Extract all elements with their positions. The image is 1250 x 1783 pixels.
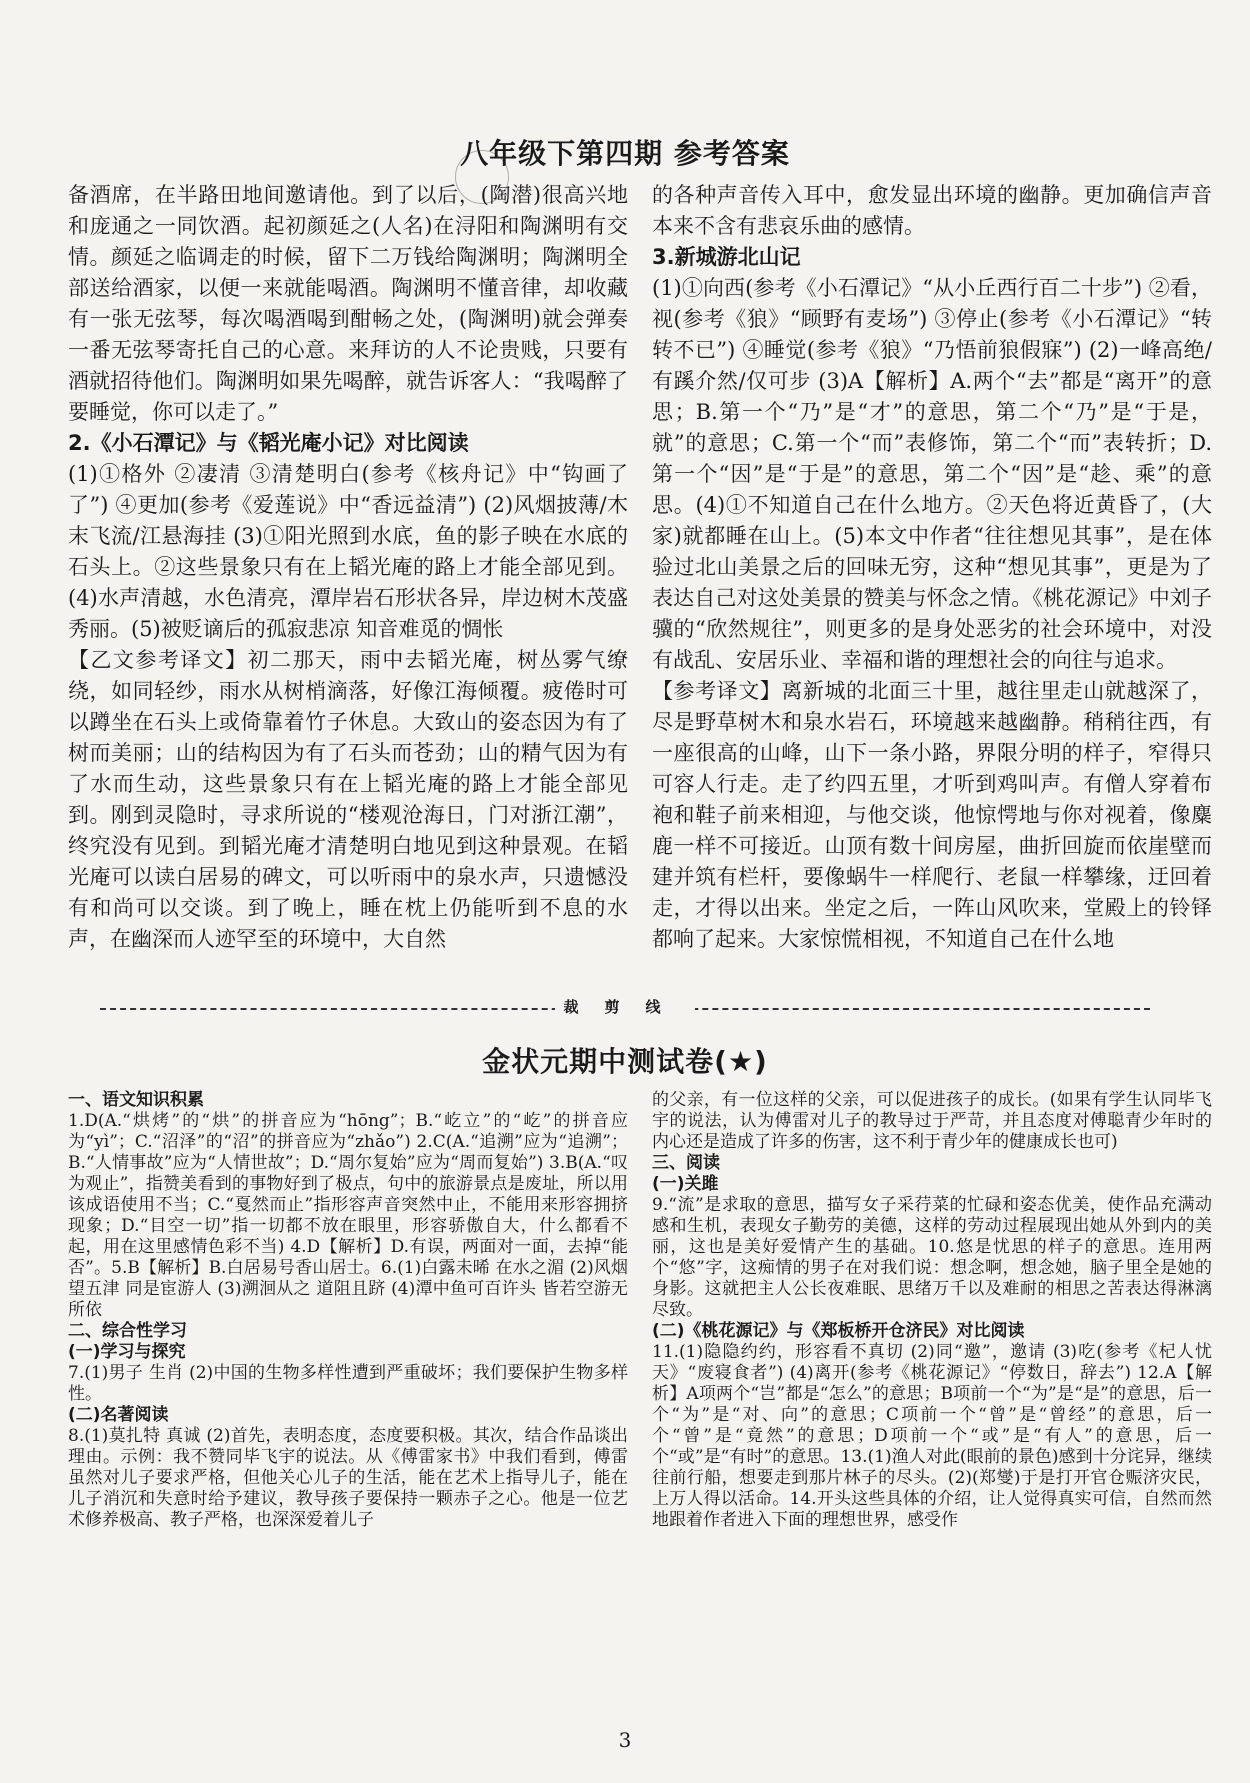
section-heading: 三、阅读 bbox=[652, 1153, 720, 1173]
paragraph: 7.(1)男子 生肖 (2)中国的生物多样性遭到严重破坏；我们要保护生物多样性。 bbox=[68, 1363, 628, 1404]
section-heading: (二)《桃花源记》与《郑板桥开仓济民》对比阅读 bbox=[652, 1321, 1025, 1341]
paragraph: 11.(1)隐隐约约，形容看不真切 (2)同“邀”，邀请 (3)吃(参考《杞人忧天》“废寝食者”) (4)离开(参考《桃花源记》“停数日，辞去”) 12.A【解析】A项两个“岂”都是“怎么”的意思；B项前一个“为”是“是”的意思，后一个“为”是“对、向”的意思；C项前一个“曾”是“曾经”的意思，后一个“曾”是“竟然”的意思；D项前一个“或”是“有人”的意思，后一个“或”是“有时”的意思。13.(1)渔人对此(眼前的景色)感到十分诧异，继续往前行船，想要走到那片林子的尽头。(2)(郑燮)于是打开官仓赈济灾民，上万人得以活命。14.开头这些具体的介绍，让人觉得真实可信，自然而然地跟着作者进入下面的理想世界，感受作 bbox=[652, 1342, 1212, 1530]
paragraph: 【乙文参考译文】初二那天，雨中去韬光庵，树丛雾气缭绕，如同轻纱，雨水从树梢滴落，好像江海倾覆。疲倦时可以蹲坐在石头上或倚靠着竹子休息。大致山的姿态因为有了树而美丽；山的结构因为有了石头而苍劲；山的精气因为有了水而生动，这些景象只有在上韬光庵的路上才能全部见到。刚到灵隐时，寻求所说的“楼观沧海日，门对浙江潮”，终究没有见到。到韬光庵才清楚明白地见到这种景观。在韬光庵可以读白居易的碑文，可以听雨中的泉水声，只遗憾没有和尚可以交谈。到了晚上，睡在枕上仍能听到不息的水声，在幽深而人迹罕至的环境中，大自然 bbox=[68, 648, 628, 951]
section-heading: (一)关雎 bbox=[652, 1174, 719, 1194]
section-heading: 一、语文知识积累 bbox=[68, 1090, 204, 1110]
page-number: 3 bbox=[618, 1728, 632, 1752]
section-heading: (一)学习与探究 bbox=[68, 1342, 186, 1362]
section-heading: 2.《小石潭记》与《韬光庵小记》对比阅读 bbox=[68, 431, 469, 455]
paragraph: 9.“流”是求取的意思，描写女子采荇菜的忙碌和姿态优美，使作品充满动感和生机，表现女子勤劳的美德，这样的劳动过程展现出她从外到内的美丽，这也是美好爱情产生的基础。10.悠是忧思的样子的意思。连用两个“悠”字，这痴情的男子在对我们说：想念啊，想念她，脑子里全是她的身影。这就把主人公长夜难眠、思绪万千以及难耐的相思之苦表达得淋漓尽致。 bbox=[652, 1195, 1212, 1320]
section-heading: 3.新城游北山记 bbox=[652, 245, 801, 269]
top-right-column bbox=[652, 180, 1212, 1000]
paragraph: 1.D(A.“烘烤”的“烘”的拼音应为“hōng”；B.“屹立”的“屹”的拼音应为“yì”；C.“沼泽”的“沼”的拼音应为“zhǎo”) 2.C(A.“追溯”应为“追溯”；B.“人情事故”应为“人情世故”；D.“周尔复始”应为“周而复始”) 3.B(A.“叹为观止”，指赞美看到的事物好到了极点，句中的旅游景点是废址，所以用该成语使用不当；C.“戛然而止”指形容声音突然中止，不能用来形容拥挤现象；D.“目空一切”指一切都不放在眼里，形容骄傲自大，什么都看不起，用在这里感情色彩不当) 4.D【解析】D.有误，两面对一面，去掉“能否”。5.B【解析】B.白居易号香山居士。6.(1)白露未晞 在水之湄 (2)风烟望五津 同是宦游人 (3)溯洄从之 道阻且跻 (4)潭中鱼可百许头 皆若空游无所依 bbox=[68, 1111, 628, 1320]
paragraph: 的各种声音传入耳中，愈发显出环境的幽静。更加确信声音本来不含有悲哀乐曲的感情。 bbox=[652, 183, 1212, 238]
paragraph: (1)①格外 ②凄清 ③清楚明白(参考《核舟记》中“钩画了了”) ④更加(参考《爱莲说》中“香远益清”) (2)风烟披薄/木末飞流/江悬海挂 (3)①阳光照到水底，鱼的影子映在水底的石头上。②这些景象只有在上韬光庵的路上才能全部见到。(4)水声清越，水色清亮，潭岸岩石形状各异，岸边树木茂盛秀丽。(5)被贬谪后的孤寂悲凉 知音难觅的惆怅 bbox=[68, 462, 628, 641]
paragraph: 8.(1)莫扎特 真诚 (2)首先，表明态度，态度要积极。其次，结合作品谈出理由。示例：我不赞同毕飞宇的说法。从《傅雷家书》中我们看到，傅雷虽然对儿子要求严格，但他关心儿子的生活，能在艺术上指导儿子，能在儿子消沉和失意时给予建议，教导孩子要保持一颗赤子之心。他是一位艺术修养极高、教子严格，也深深爱着儿子 bbox=[68, 1426, 628, 1530]
paragraph: (1)①向西(参考《小石潭记》“从小丘西行百二十步”) ②看，视(参考《狼》“顾野有麦场”) ③停止(参考《小石潭记》“转转不已”) ④睡觉(参考《狼》“乃悟前狼假寐”) (2)一峰高绝/有蹊介然/仅可步 (3)A【解析】A.两个“去”都是“离开”的意思；B.第一个“乃”是“才”的意思，第二个“乃”是“于是，就”的意思；C.第一个“而”表修饰，第二个“而”表转折；D.第一个“因”是“于是”的意思，第二个“因”是“趁、乘”的意思。(4)①不知道自己在什么地方。②天色将近黄昏了，(大家)就都睡在山上。(5)本文中作者“往往想见其事”，是在体验过北山美景之后的回味无穷，这种“想见其事”，更是为了表达自己对这处美景的赞美与怀念之情。《桃花源记》中刘子骥的“欣然规往”，则更多的是身处恶劣的社会环境中，对没有战乱、安居乐业、幸福和谐的理想社会的向往与追求。 bbox=[652, 276, 1212, 672]
top-left-column bbox=[68, 180, 628, 1000]
paragraph: 【参考译文】离新城的北面三十里，越往里走山就越深了，尽是野草树木和泉水岩石，环境越来越幽静。稍稍往西，有一座很高的山峰，山下一条小路，界限分明的样子，窄得只可容人行走。走了约四五里，才听到鸡叫声。有僧人穿着布袍和鞋子前来相迎，与他交谈，他惊愕地与你对视着，像麋鹿一样不可接近。山顶有数十间房屋，曲折回旋而依崖壁而建并筑有栏杆，要像蜗牛一样爬行、老鼠一样攀缘，迂回着走，才得以出来。坐定之后，一阵山风吹来，堂殿上的铃铎都响了起来。大家惊慌相视，不知道自己在什么地 bbox=[652, 679, 1212, 951]
section-heading: 二、综合性学习 bbox=[68, 1321, 187, 1341]
paragraph: 备酒席，在半路田地间邀请他。到了以后，(陶潜)很高兴地和庞通之一同饮酒。起初颜延之(人名)在浔阳和陶渊明有交情。颜延之临调走的时候，留下二万钱给陶渊明；陶渊明全部送给酒家，以便一来就能喝酒。陶渊明不懂音律，却收藏有一张无弦琴，每次喝酒喝到酣畅之处，(陶渊明)就会弹奏一番无弦琴寄托自己的心意。来拜访的人不论贵贱，只要有酒就招待他们。陶渊明如果先喝醉，就告诉客人：“我喝醉了要睡觉，你可以走了。” bbox=[68, 183, 628, 424]
bottom-right-column bbox=[652, 1090, 1212, 1695]
section-heading: (二)名著阅读 bbox=[68, 1405, 169, 1425]
section-title-answers: 八年级下第四期 参考答案 bbox=[460, 137, 790, 170]
paragraph: 的父亲，有一位这样的父亲，可以促进孩子的成长。(如果有学生认同毕飞宇的说法，认为傅雷对儿子的教导过于严苛，并且态度对傅聪青少年时的内心还是造成了许多的伤害，这不利于青少年的健康成长也可) bbox=[652, 1090, 1212, 1152]
bottom-left-column bbox=[68, 1090, 628, 1695]
cut-line-label: 裁剪线 bbox=[0, 996, 1250, 1017]
section-title-midterm: 金状元期中测试卷(★) bbox=[482, 1045, 768, 1078]
